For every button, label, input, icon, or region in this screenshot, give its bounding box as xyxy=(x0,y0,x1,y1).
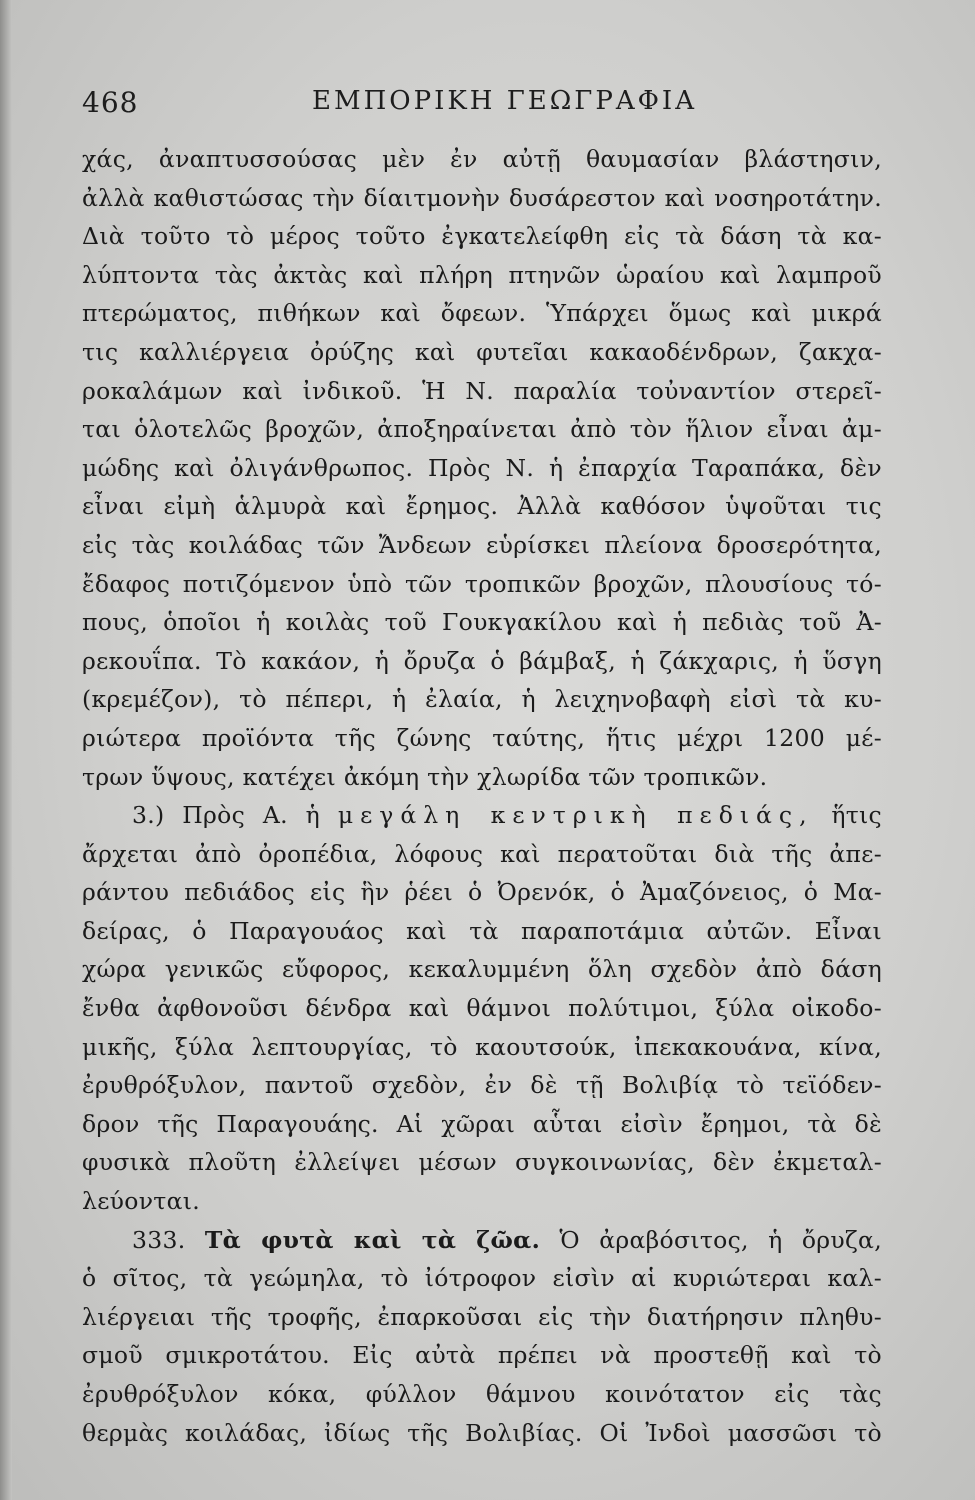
text-line: δρον τῆς Παραγουάης. Αἱ χῶραι αὗται εἰσὶν ἔρημοι, τὰ δὲ xyxy=(82,1109,882,1138)
section-3-first-line xyxy=(82,796,882,835)
text-line: εἰς τὰς κοιλάδας τῶν Ἄνδεων εὑρίσκει πλείονα δροσερότητα, xyxy=(82,530,882,559)
text-line: χώρα γενικῶς εὔφορος, κεκαλυμμένη ὅλη σχεδὸν ἀπὸ δάση xyxy=(82,955,882,984)
section-3-spaced-term: μεγάλη κεντρικὴ πεδιάς, xyxy=(337,801,814,830)
text-line: τρων ὕψους, κατέχει ἀκόμη τὴν χλωρίδα τῶν τροπικῶν. xyxy=(82,762,768,791)
text-line: πτερώματος, πιθήκων καὶ ὄφεων. Ὑπάρχει ὅμως καὶ μικρά xyxy=(82,299,882,328)
text-line: ἐρυθρόξυλον κόκα, φύλλον θάμνου κοινότατον εἰς τὰς xyxy=(82,1380,882,1408)
section-333-heading: Τὰ φυτὰ καὶ τὰ ζῶα. xyxy=(204,1225,541,1254)
text-line: (κρεμέζον), τὸ πέπερι, ἡ ἐλαία, ἡ λειχηνοβαφὴ εἰσὶ τὰ κυ- xyxy=(82,685,882,714)
text-line: ἄρχεται ἀπὸ ὀροπέδια, λόφους καὶ περατοῦται διὰ τῆς ἀπε- xyxy=(82,839,882,868)
section-3-prefix: 3.) Πρὸς Α. ἡ xyxy=(132,801,321,830)
page-gutter-shadow xyxy=(0,0,12,1500)
running-header xyxy=(82,78,872,122)
body-text xyxy=(82,140,882,1452)
text-line: λύπτοντα τὰς ἀκτὰς καὶ πλήρη πτηνῶν ὡραίου καὶ λαμπροῦ xyxy=(82,260,882,289)
text-line: θερμὰς κοιλάδας, ἰδίως τῆς Βολιβίας. Οἱ Ἰνδοὶ μασσῶσι τὸ xyxy=(82,1418,882,1447)
text-line: Διὰ τοῦτο τὸ μέρος τοῦτο ἐγκατελείφθη εἰς τὰ δάση τὰ κα- xyxy=(82,222,882,251)
section-333-first-line xyxy=(82,1221,882,1260)
text-line: λιέργειαι τῆς τροφῆς, ἐπαρκοῦσαι εἰς τὴν διατήρησιν πληθυ- xyxy=(82,1302,882,1331)
text-line: ριώτερα προϊόντα τῆς ζώνης ταύτης, ἥτις μέχρι 1200 μέ- xyxy=(82,723,882,752)
running-title: ΕΜΠΟΡΙΚΗ ΓΕΩΓΡΑΦΙΑ xyxy=(312,86,697,116)
text-line: ὁ σῖτος, τὰ γεώμηλα, τὸ ἰότροφον εἰσὶν αἱ κυριώτεραι καλ- xyxy=(82,1264,882,1293)
text-line: ροκαλάμων καὶ ἰνδικοῦ. Ἡ Ν. παραλία τοὐναντίον στερεῖ- xyxy=(82,376,882,405)
text-line: δείρας, ὁ Παραγουάος καὶ τὰ παραποτάμια αὐτῶν. Εἶναι xyxy=(82,916,882,945)
text-line: πους, ὁποῖοι ἡ κοιλὰς τοῦ Γουκγακίλου καὶ ἡ πεδιὰς τοῦ Ἀ- xyxy=(82,608,882,637)
text-line: ἀλλὰ καθιστώσας τὴν δίαιτμονὴν δυσάρεστον καὶ νοσηροτάτην. xyxy=(82,183,882,212)
text-line: φυσικὰ πλοῦτη ἐλλείψει μέσων συγκοινωνίας, δὲν ἐκμεταλ- xyxy=(82,1148,882,1177)
text-line: σμοῦ σμικροτάτου. Εἰς αὐτὰ πρέπει νὰ προστεθῇ καὶ τὸ xyxy=(82,1341,882,1370)
text-line: ἔδαφος ποτιζόμενον ὑπὸ τῶν τροπικῶν βροχῶν, πλουσίους τό- xyxy=(82,569,882,598)
text-line: μικῆς, ξύλα λεπτουργίας, τὸ καουτσούκ, ἰπεκακουάνα, κίνα, xyxy=(82,1032,882,1061)
text-line: εἶναι εἰμὴ ἁλμυρὰ καὶ ἔρημος. Ἀλλὰ καθόσον ὑψοῦται τις xyxy=(82,492,882,521)
text-line: χάς, ἀναπτυσσούσας μὲν ἐν αὐτῇ θαυμασίαν βλάστησιν, xyxy=(82,145,882,173)
text-line: ται ὁλοτελῶς βροχῶν, ἀποξηραίνεται ἀπὸ τὸν ἥλιον εἶναι ἀμ- xyxy=(82,415,882,444)
text-line: ρεκουΐπα. Τὸ κακάον, ἡ ὄρυζα ὁ βάμβαξ, ἡ ζάκχαρις, ἡ ὕσγη xyxy=(82,646,882,675)
section-333-number: 333. xyxy=(132,1225,186,1254)
text-line: ἔνθα ἀφθονοῦσι δένδρα καὶ θάμνοι πολύτιμοι, ξύλα οἰκοδο- xyxy=(82,994,882,1023)
page-number: 468 xyxy=(82,86,139,119)
text-line: λεύονται. xyxy=(82,1187,201,1216)
text-line: μώδης καὶ ὀλιγάνθρωπος. Πρὸς Ν. ἡ ἐπαρχία Ταραπάκα, δὲν xyxy=(82,453,882,482)
section-333-first-text: Ὁ ἀραβόσιτος, ἡ ὄρυζα, xyxy=(559,1225,882,1254)
section-3-suffix: ἥτις xyxy=(831,801,882,830)
text-line: τις καλλιέργεια ὀρύζης καὶ φυτεῖαι κακαοδένδρων, ζακχα- xyxy=(82,337,882,366)
text-line: ράντου πεδιάδος εἰς ἣν ῥέει ὁ Ὀρενόκ, ὁ Ἀμαζόνειος, ὁ Μα- xyxy=(82,878,882,907)
text-line: ἐρυθρόξυλον, παντοῦ σχεδὸν, ἐν δὲ τῇ Βολιβίᾳ τὸ τεϊόδεν- xyxy=(82,1071,882,1100)
